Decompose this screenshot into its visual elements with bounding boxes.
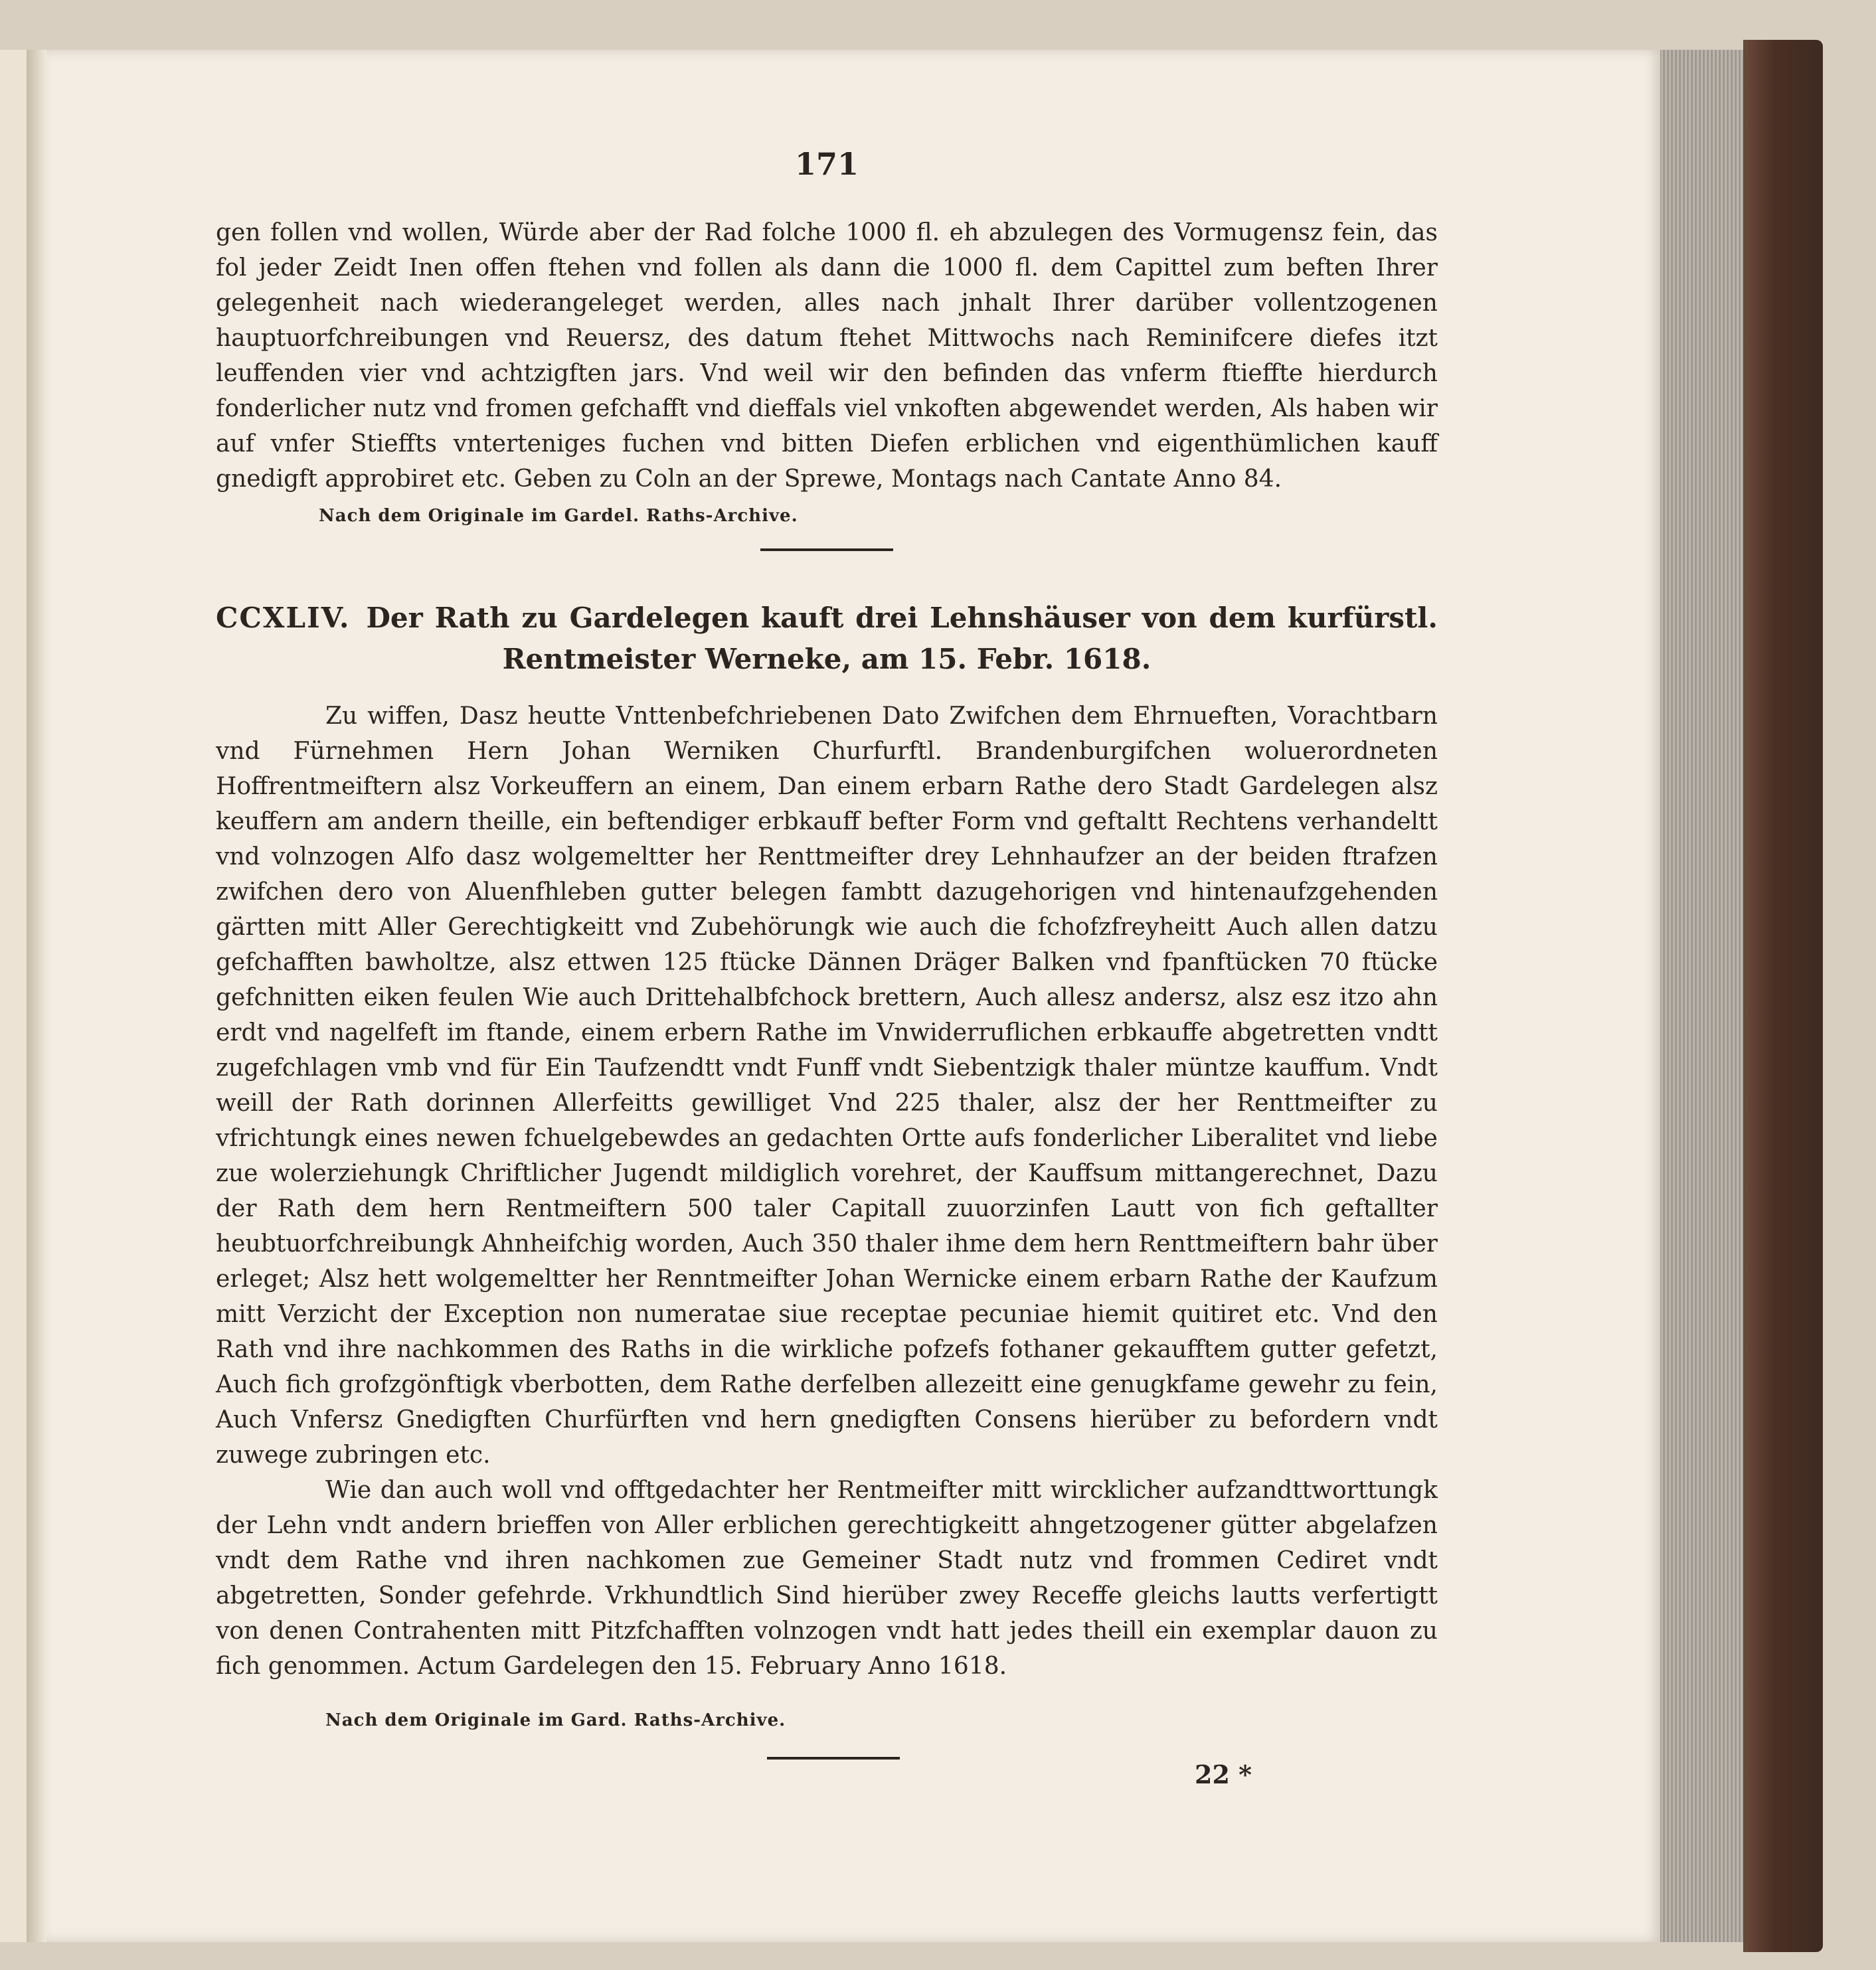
document-body bbox=[216, 698, 1438, 1684]
source-note: Nach dem Originale im Gardel. Raths-Archive. bbox=[319, 506, 798, 526]
document-title: Der Rath zu Gardelegen kauft drei Lehnshäuser von dem kurfürstl. Rentmeister Werneke, am 15. Febr. 1618. bbox=[366, 602, 1438, 675]
source-note-2: Nach dem Originale im Gard. Raths-Archive. bbox=[325, 1710, 786, 1730]
book-cover bbox=[1743, 40, 1823, 1952]
page-footer bbox=[216, 1750, 1438, 1790]
page-edges bbox=[1660, 50, 1743, 1942]
body-paragraph-1: Zu wiffen, Dasz heutte Vnttenbefchriebenen Dato Zwifchen dem Ehrnueften, Vorachtbarn vnd Fürnehmen Hern Johan Werniken Churfurftl. Brandenburgifchen woluerordneten Hoffrentmeiftern alsz Vorkeuffern an einem, Dan einem erbarn Rathe dero Stadt Gardelegen alsz keuffern am andern theille, ein beftendiger erbkauff befter Form vnd geftaltt Rechtens verhandeltt vnd volnzogen Alfo dasz wolgemeltter her Renttmeifter drey Lehnhaufzer an der beiden ftrafzen zwifchen dero von Aluenfhleben gutter belegen fambtt dazugehorigen vnd hintenaufzgehenden gärtten mitt Aller Gerechtigkeitt vnd Zubehörungk wie auch die fchofzfreyheitt Auch allen datzu gefchafften bawholtze, alsz ettwen 125 ftücke Dännen Dräger Balken vnd fpanftücken 70 ftücke gefchnitten eiken feulen Wie auch Drittehalbfchock brettern, Auch allesz andersz, alsz esz itzo ahn erdt vnd nagelfeft im ftande, einem erbern Rathe im Vnwiderruflichen erbkauffe abgetretten vndtt zugefchlagen vmb vnd für Ein Taufzendtt vndt Funff vndt Siebentzigk thaler müntze kauffum. Vndt weill der Rath dorinnen Allerfeitts gewilliget Vnd 225 thaler, alsz der her Renttmeifter zu vfrichtungk eines newen fchuelgebewdes an gedachten Ortte aufs fonderlicher Liberalitet vnd liebe zue wolerziehungk Chriftlicher Jugendt mildiglich vorehret, der Kauffsum mittangerechnet, Dazu der Rath dem hern Rentmeiftern 500 taler Capitall zuuorzinfen Lautt von fich geftallter heubtuorfchreibungk Ahnheifchig worden, Auch 350 thaler ihme dem hern Renttmeiftern bahr über erleget; Alsz hett wolgemeltter her Renntmeifter Johan Wernicke einem erbarn Rathe der Kaufzum mitt Verzicht der Exception non numeratae siue receptae pecuniae hiemit quitiret etc. Vnd den Rath vnd ihre nachkommen des Raths in die wirkliche pofzefs fothaner gekaufftem gutter gefetzt, Auch fich grofzgönftigk vberbotten, dem Rathe derfelben allezeitt eine genugkfame gewehr zu fein, Auch Vnfersz Gnedigften Churfürften vnd hern gnedigften Consens hierüber zu befordern vndt zuwege zubringen etc. bbox=[216, 702, 1438, 1469]
page-content bbox=[216, 146, 1438, 1790]
left-page-edge bbox=[0, 50, 29, 1942]
footer-divider bbox=[767, 1757, 900, 1760]
body-paragraph-2: Wie dan auch woll vnd offtgedachter her Rentmeifter mitt wircklicher aufzandttworttungk der Lehn vndt andern brieffen von Aller erblichen gerechtigkeitt ahngetzogener gütter abgelafzen vndt dem Rathe vnd ihren nachkomen zue Gemeiner Stadt nutz vnd frommen Cediret vndt abgetretten, Sonder gefehrde. Vrkhundtlich Sind hierüber zwey Receffe gleichs lautts verfertigtt von denen Contrahenten mitt Pitzfchafften volnzogen vndt hatt jedes theill ein exemplar dauon zu fich genommen. Actum Gardelegen den 15. February Anno 1618. bbox=[216, 1477, 1438, 1680]
page-number: 171 bbox=[794, 146, 859, 182]
top-paragraph: gen follen vnd wollen, Würde aber der Rad folche 1000 fl. eh abzulegen des Vormugensz fein, das fol jeder Zeidt Inen offen ftehen vnd follen als dann die 1000 fl. dem Capittel zum beften Ihrer gelegenheit nach wiederangeleget werden, alles nach jnhalt Ihrer darüber vollentzogenen hauptuorfchreibungen vnd Reuersz, des datum ftehet Mittwochs nach Reminifcere diefes itzt leuffenden vier vnd achtzigften jars. Vnd weil wir den befinden das vnferm ftieffte hierdurch fonderlicher nutz vnd fromen gefchafft vnd dieffals viel vnkoften abgewendet werden, Als haben wir auf vnfer Stieffts vnterteniges fuchen vnd bitten Diefen erblichen vnd eigenthümlichen kauff gnedigft approbiret etc. Geben zu Coln an der Sprewe, Montags nach Cantate Anno 84. bbox=[216, 219, 1438, 493]
book-gutter bbox=[27, 50, 46, 1942]
section-divider bbox=[760, 548, 893, 551]
document-heading bbox=[216, 598, 1438, 680]
document-number: CCXLIV. bbox=[216, 602, 351, 634]
signature-mark: 22 * bbox=[1195, 1760, 1252, 1789]
